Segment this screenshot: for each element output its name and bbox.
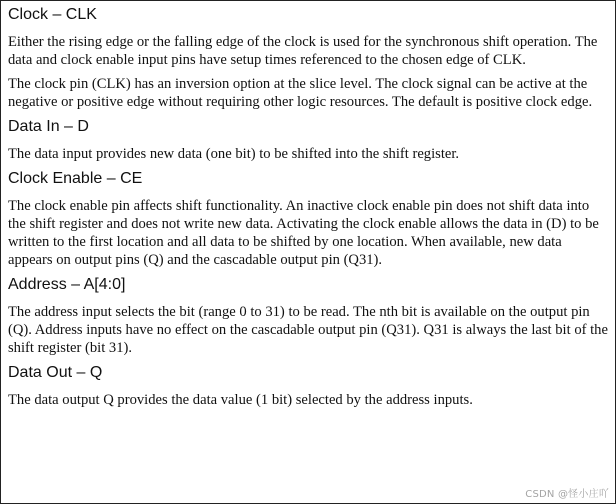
section-clock	[8, 5, 608, 111]
section-clock-enable	[8, 169, 608, 269]
paragraph-data-out-1: The data output Q provides the data value (1 bit) selected by the address inputs.	[8, 392, 473, 408]
section-address	[8, 275, 608, 357]
section-title-data-in: Data In – D	[8, 118, 89, 135]
section-title-data-out: Data Out – Q	[8, 364, 103, 381]
section-title-clock: Clock – CLK	[8, 6, 97, 23]
section-data-in	[8, 117, 608, 163]
section-title-address: Address – A[4:0]	[8, 276, 126, 293]
section-data-out	[8, 363, 608, 409]
watermark: CSDN @怪小庄吖	[525, 489, 609, 500]
paragraph-data-in-1: The data input provides new data (one bit) to be shifted into the shift register.	[8, 146, 460, 162]
paragraph-address-1: The address input selects the bit (range 0 to 31) to be read. The nth bit is available on the output pin (Q). Address inputs have no effect on the cascadable output pin (Q31). Q31 is always the last bit of the shift register (bit 31).	[8, 304, 608, 356]
paragraph-clock-2: The clock pin (CLK) has an inversion option at the slice level. The clock signal can be active at the negative or positive edge without requiring other logic resources. The default is positive clock edge.	[8, 76, 593, 110]
paragraph-clock-enable-1: The clock enable pin affects shift functionality. An inactive clock enable pin does not shift data into the shift register and does not write new data. Activating the clock enable allows the data in (D) to be written to the first location and all data to be shifted by one location. When available, new data appears on output pins (Q) and the cascadable output pin (Q31).	[8, 198, 599, 268]
section-title-clock-enable: Clock Enable – CE	[8, 170, 143, 187]
paragraph-clock-1: Either the rising edge or the falling edge of the clock is used for the synchronous shift operation. The data and clock enable input pins have setup times referenced to the chosen edge of CLK.	[8, 34, 598, 68]
document-body	[1, 1, 615, 409]
